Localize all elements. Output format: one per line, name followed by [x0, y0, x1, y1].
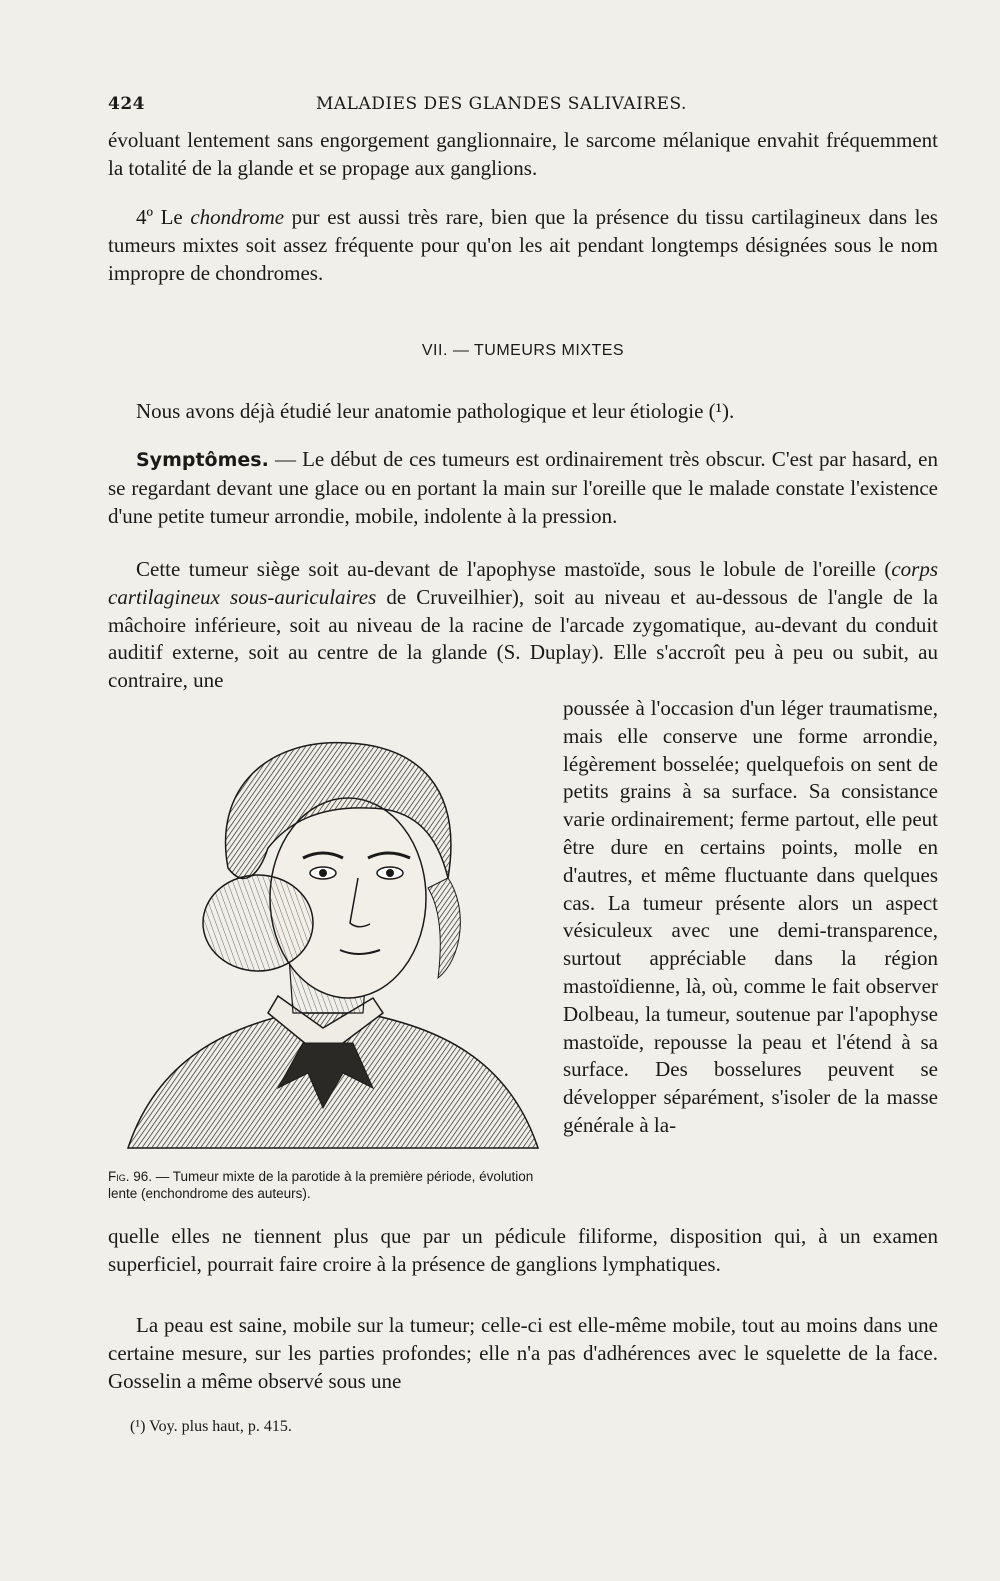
page-header — [108, 94, 938, 118]
footnote: (¹) Voy. plus haut, p. 415. — [130, 1418, 292, 1435]
paragraph-1: évoluant lentement sans engorgement ganglionnaire, le sarcome mélanique envahit fréquemment la totalité de la glande et se propage aux ganglions. — [108, 128, 938, 180]
paragraph-peau: La peau est saine, mobile sur la tumeur; celle-ci est elle-même mobile, tout au moins dans une certaine mesure, sur les parties profondes; elle n'a pas d'adhérences avec le squelette de la face. Gosselin a même observé sous une — [108, 1313, 938, 1393]
paragraph-symptomes: Symptômes. — Le début de ces tumeurs est ordinairement très obscur. C'est par hasard, en se regardant devant une glace ou en portant la main sur l'oreille que le malade constate l'existence d'une petite tumeur arrondie, mobile, indolente à la pression. — [108, 447, 938, 528]
paragraph-chondrome: 4º Le chondrome pur est aussi très rare, bien que la présence du tissu cartilagineux dans les tumeurs mixtes soit assez fréquente pour qu'on les ait pendant longtemps désignées sous le nom impropre de chondromes. — [108, 205, 938, 285]
paragraph-anatomie: Nous avons déjà étudié leur anatomie pathologique et leur étiologie (¹). — [136, 399, 735, 423]
portrait-engraving — [118, 728, 548, 1158]
cruveilhier-term: corps cartilagineux sous-auriculaires — [108, 557, 938, 609]
paragraph-siege: Cette tumeur siège soit au-devant de l'apophyse mastoïde, sous le lobule de l'oreille (corps cartilagineux sous-auriculaires de Cruveilhier), soit au niveau et au-dessous de l'angle de la mâchoire inférieure, soit au niveau de la racine de l'arcade zygomatique, au-devant du conduit auditif externe, soit au centre de la glande (S. Duplay). Elle s'accroît peu à peu ou subit, au contraire, une — [108, 557, 938, 693]
paragraph-column-text: poussée à l'occasion d'un léger traumatisme, mais elle conserve une forme arrondie, légèrement bosselée; quelquefois on sent de petits grains à sa surface. Sa consistance varie ordinairement; ferme partout, elle peut être dure en certains points, molle en d'autres, et même fluctuante dans quelques cas. La tumeur présente alors un aspect vésiculeux avec une demi-transparence, surtout appréciable dans la région mastoïdienne, là, où, comme le fait observer Dolbeau, la tumeur, soutenue par l'apophyse mastoïde, repousse la peau et l'étend à sa surface. Des bosselures peuvent se développer séparément, s'isoler de la masse générale à la- — [563, 696, 938, 1137]
figure-label: Fig. 96. — [108, 1169, 153, 1184]
symptomes-label: Symptômes. — [136, 449, 269, 471]
figure-caption: Fig. 96. — Tumeur mixte de la parotide à la première période, évolution lente (enchondrome des auteurs). — [108, 1169, 534, 1201]
page-number: 424 — [108, 94, 145, 114]
section-heading: VII. — TUMEURS MIXTES — [421, 342, 625, 359]
engraving-figure — [118, 728, 548, 1158]
chondrome-term: chondrome — [190, 205, 285, 229]
paragraph-continuation: quelle elles ne tiennent plus que par un pédicule filiforme, disposition qui, à un examen superficiel, pourrait faire croire à la présence de ganglions lymphatiques. — [108, 1224, 938, 1276]
running-title: MALADIES DES GLANDES SALIVAIRES. — [316, 94, 687, 114]
